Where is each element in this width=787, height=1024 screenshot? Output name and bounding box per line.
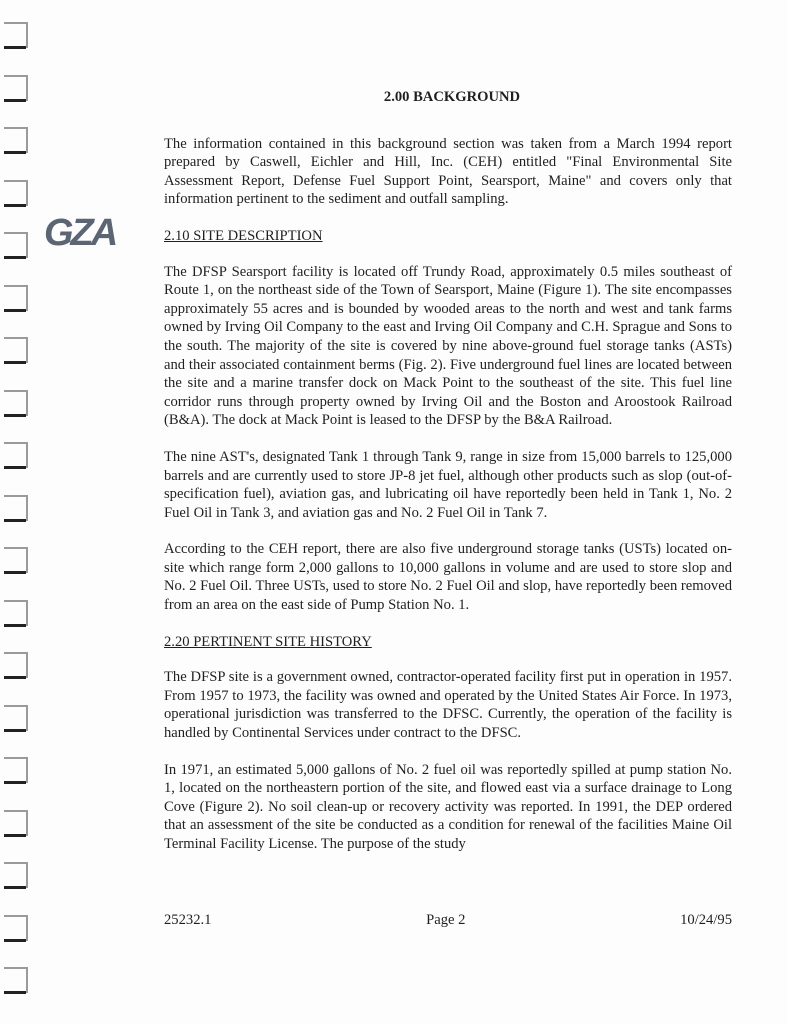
- binding-coil: [4, 285, 30, 313]
- section-heading-site-description: 2.10 SITE DESCRIPTION: [164, 227, 323, 244]
- binding-coil: [4, 547, 30, 575]
- binding-coil: [4, 232, 30, 260]
- paragraph: According to the CEH report, there are also five underground storage tanks (USTs) located on-site which range form 2,000 gallons to 10,000 gallons in volume and are used to store slop and No. 2 Fuel Oil. Three USTs, used to store No. 2 Fuel Oil and slop, have reportedly been removed from an area on the east side of Pump Station No. 1.: [164, 541, 732, 614]
- logo-text: GZA: [44, 212, 116, 251]
- footer-date: 10/24/95: [680, 912, 732, 928]
- binding-coil: [4, 652, 30, 680]
- page-title: 2.00 BACKGROUND: [383, 89, 521, 105]
- page-footer: [164, 912, 732, 929]
- binding-coil: [4, 810, 30, 838]
- binding-coil: [4, 442, 30, 470]
- binding-coil: [4, 757, 30, 785]
- section-heading-site-history: 2.20 PERTINENT SITE HISTORY: [164, 633, 372, 650]
- binding-coil: [4, 180, 30, 208]
- paragraph: The nine AST's, designated Tank 1 through Tank 9, range in size from 15,000 barrels to 125,000 barrels and are currently used to store JP-8 jet fuel, although other products such as slop (out-of-specification fuel), aviation gas, and lubricating oil have reportedly been held in Tank 1, No. 2 Fuel Oil in Tank 3, and aviation gas and No. 2 Fuel Oil in Tank 7.: [164, 448, 732, 521]
- binding-coil: [4, 967, 30, 995]
- gza-logo: [44, 211, 124, 251]
- footer-doc-number: 25232.1: [164, 912, 212, 928]
- binding-coil: [4, 127, 30, 155]
- binding-coil: [4, 495, 30, 523]
- binding-coil: [4, 22, 30, 50]
- binding-coil: [4, 600, 30, 628]
- binding-coil: [4, 862, 30, 890]
- binding-coil: [4, 75, 30, 103]
- paragraph: In 1971, an estimated 5,000 gallons of No. 2 fuel oil was reportedly spilled at pump station No. 1, located on the northeastern portion of the site, and flowed east via a surface drainage to Long Cove (Figure 2). No soil clean-up or recovery activity was reported. In 1991, the DEP ordered that an assessment of the site be conducted as a condition for renewal of the facilities Maine Oil Terminal Facility License. The purpose of the study: [164, 761, 732, 852]
- paragraph: The DFSP site is a government owned, contractor-operated facility first put in operation in 1957. From 1957 to 1973, the facility was owned and operated by the United States Air Force. In 1973, operational jurisdiction was transferred to the DFSC. Currently, the operation of the facility is handled by Continental Services under contract to the DFSC.: [164, 669, 732, 742]
- intro-paragraph: The information contained in this background section was taken from a March 1994 report prepared by Caswell, Eichler and Hill, Inc. (CEH) entitled "Final Environmental Site Assessment Report, Defense Fuel Support Point, Searsport, Maine" and covers only that information pertinent to the sediment and outfall sampling.: [164, 135, 732, 208]
- binding-coil: [4, 390, 30, 418]
- document-body: [164, 88, 732, 872]
- binding-coil: [4, 337, 30, 365]
- spiral-binding: [0, 0, 40, 1024]
- binding-coil: [4, 915, 30, 943]
- paragraph: The DFSP Searsport facility is located off Trundy Road, approximately 0.5 miles southeast of Route 1, on the northeast side of the Town of Searsport, Maine (Figure 1). The site encompasses approximately 55 acres and is bounded by wooded areas to the north and west and tank farms owned by Irving Oil Company to the east and Irving Oil Company and C.H. Sprague and Sons to the south. The majority of the site is covered by nine above-ground fuel storage tanks (ASTs) and their associated containment berms (Fig. 2). Five underground fuel lines are located between the site and a marine transfer dock on Mack Point to the southeast of the site. This fuel line corridor runs through property owned by Irving Oil and the Boston and Aroostook Railroad (B&A). The dock at Mack Point is leased to the DFSP by the B&A Railroad.: [164, 263, 732, 429]
- footer-page-number: Page 2: [426, 912, 466, 928]
- binding-coil: [4, 705, 30, 733]
